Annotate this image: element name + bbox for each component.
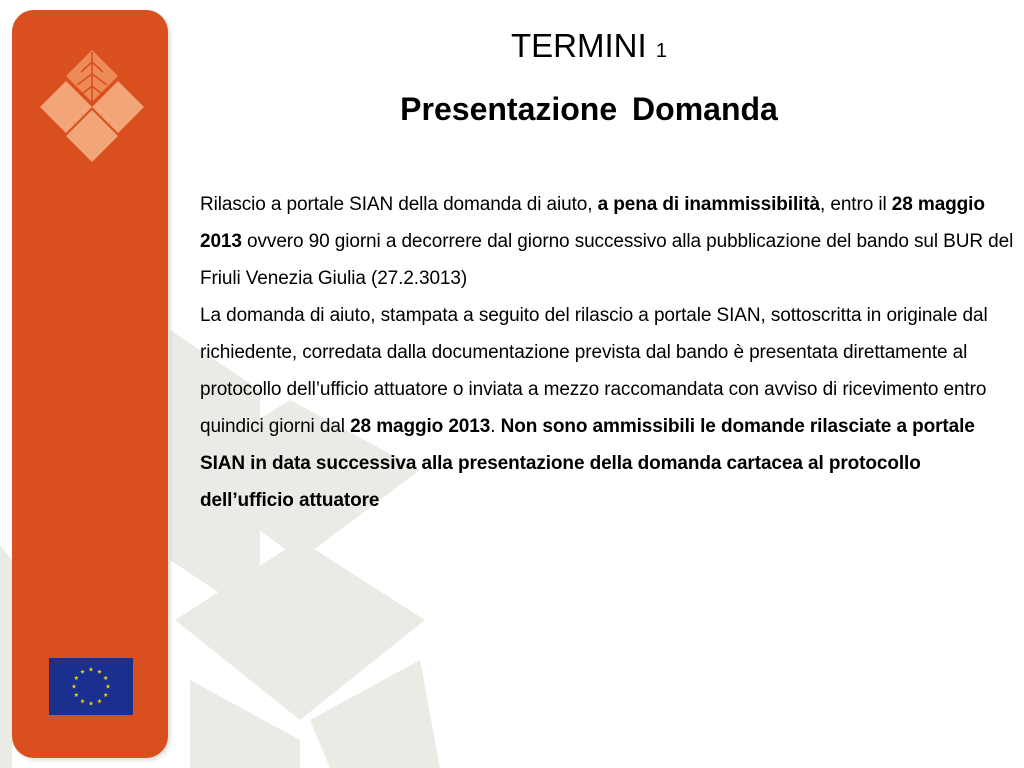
p2-text-1: La domanda di aiuto, stampata a seguito del rilascio a portale SIAN, sottoscritta in originale dal richiedente, corredata dalla documentazione prevista dal bando è presentata direttamente al protocollo dell’ufficio attuatore o inviata a mezzo raccomandata con avviso di ricevimento entro quindici giorni dal [200, 305, 988, 437]
p2-bold-1: 28 maggio 2013 [350, 416, 491, 437]
title-block [300, 24, 878, 131]
slide-title [300, 24, 878, 73]
p1-text-1: Rilascio a portale SIAN della domanda di aiuto, [200, 194, 598, 215]
side-band [12, 10, 168, 758]
p1-text-2: , entro il [820, 194, 892, 215]
eu-flag-icon [49, 658, 133, 715]
leaf-diamond-logo-icon [26, 32, 156, 177]
p1-text-3: ovvero 90 giorni a decorrere dal giorno successivo alla pubblicazione del bando sul BUR del Friuli Venezia Giulia (27.2.3013) [200, 231, 1014, 289]
paragraph-1 [200, 186, 1016, 297]
decor-stroke [0, 545, 12, 768]
p1-bold-2: 28 maggio 2013 [200, 194, 985, 252]
p1-bold-1: a pena di inammissibilità [597, 194, 821, 215]
title-text: TERMINI [511, 27, 647, 64]
paragraph-2 [200, 297, 1016, 519]
body-text [200, 186, 1016, 519]
p2-bold-2: Non sono ammissibili le domande rilasciate a portale SIAN in data successiva alla presentazione della domanda cartacea al protocollo dell’ufficio attuatore [200, 416, 975, 511]
title-number: 1 [655, 40, 667, 62]
p2-text-2: . [490, 416, 496, 437]
slide-subtitle: Presentazione Domanda [400, 91, 778, 127]
